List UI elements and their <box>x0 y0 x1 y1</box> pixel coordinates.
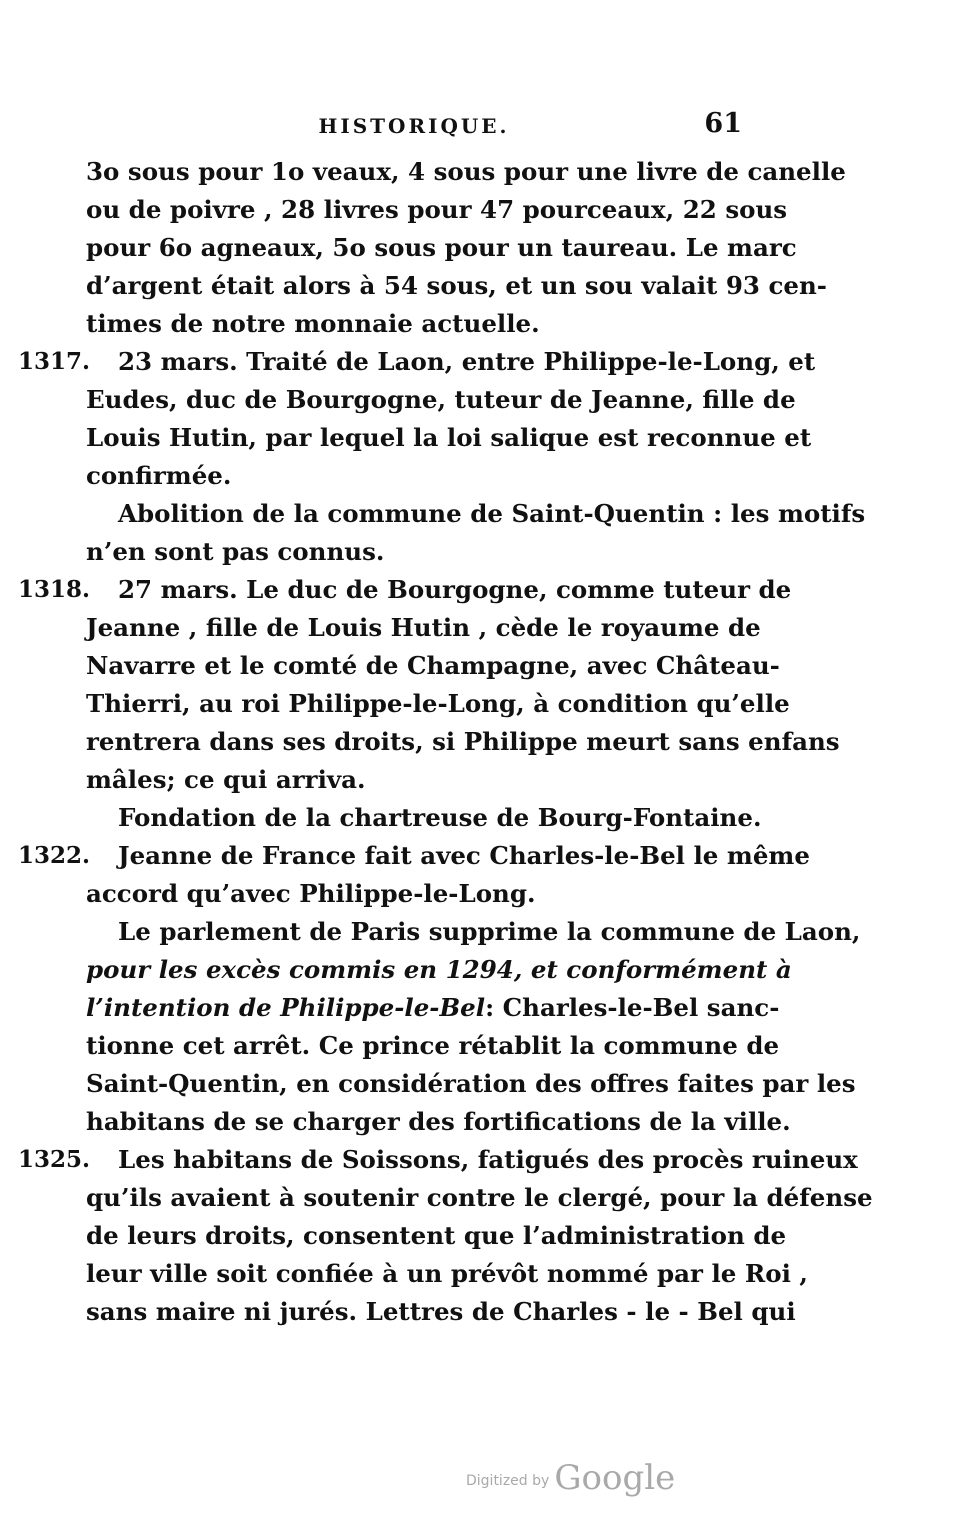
text-line: Abolition de la commune de Saint-Quentin : les motifs <box>118 499 866 528</box>
text-line: mâles; ce qui arriva. <box>86 765 366 794</box>
text-line: qu’ils avaient à soutenir contre le clergé, pour la défense <box>86 1183 873 1212</box>
text-line-mixed <box>86 989 780 1027</box>
text-line: accord qu’avec Philippe-le-Long. <box>86 879 536 908</box>
google-logo: Google <box>554 1458 676 1498</box>
text-line: times de notre monnaie actuelle. <box>86 309 540 338</box>
text-line: Les habitans de Soissons, fatigués des procès ruineux <box>118 1145 858 1174</box>
text-line: Eudes, duc de Bourgogne, tuteur de Jeanne, fille de <box>86 385 796 414</box>
text-line: Louis Hutin, par lequel la loi salique est reconnue et <box>86 423 812 452</box>
text-line: Le parlement de Paris supprime la commune de Laon, <box>118 917 861 946</box>
text-line: ou de poivre , 28 livres pour 47 pourceaux, 22 sous <box>86 195 788 224</box>
year-marker: 1325. <box>18 1146 91 1173</box>
italic-segment: l’intention de Philippe-le-Bel <box>86 993 486 1022</box>
text-line: confirmée. <box>86 461 232 490</box>
roman-segment: : Charles-le-Bel sanc- <box>485 993 780 1022</box>
text-line: leur ville soit confiée à un prévôt nommé par le Roi , <box>86 1259 808 1288</box>
text-line: Jeanne de France fait avec Charles-le-Bel le même <box>118 841 810 870</box>
text-line: Saint-Quentin, en considération des offres faites par les <box>86 1069 856 1098</box>
year-marker: 1318. <box>18 576 91 603</box>
text-line: habitans de se charger des fortifications de la ville. <box>86 1107 791 1136</box>
text-line: 27 mars. Le duc de Bourgogne, comme tuteur de <box>118 575 792 604</box>
page-number: 61 <box>704 108 742 139</box>
text-line: d’argent était alors à 54 sous, et un sou valait 93 cen- <box>86 271 827 300</box>
header-title: HISTORIQUE. <box>318 114 510 138</box>
digitized-watermark <box>466 1458 675 1498</box>
text-line: tionne cet arrêt. Ce prince rétablit la commune de <box>86 1031 780 1060</box>
text-line: Navarre et le comté de Champagne, avec Château- <box>86 651 780 680</box>
text-line: Jeanne , fille de Louis Hutin , cède le royaume de <box>86 613 761 642</box>
year-marker: 1322. <box>18 842 91 869</box>
text-line: 3o sous pour 1o veaux, 4 sous pour une livre de canelle <box>86 157 846 186</box>
text-line: rentrera dans ses droits, si Philippe meurt sans enfans <box>86 727 840 756</box>
text-line: Fondation de la chartreuse de Bourg-Fontaine. <box>118 803 762 832</box>
year-marker: 1317. <box>18 348 91 375</box>
text-line-italic: pour les excès commis en 1294, et conformément à <box>86 955 792 984</box>
text-line: sans maire ni jurés. Lettres de Charles - le - Bel qui <box>86 1297 796 1326</box>
text-line: n’en sont pas connus. <box>86 537 385 566</box>
text-line: de leurs droits, consentent que l’administration de <box>86 1221 787 1250</box>
running-header <box>86 108 742 144</box>
text-line: pour 6o agneaux, 5o sous pour un taureau. Le marc <box>86 233 797 262</box>
digitized-label: Digitized by <box>466 1473 550 1489</box>
text-line: 23 mars. Traité de Laon, entre Philippe-le-Long, et <box>118 347 816 376</box>
text-line: Thierri, au roi Philippe-le-Long, à condition qu’elle <box>86 689 790 718</box>
